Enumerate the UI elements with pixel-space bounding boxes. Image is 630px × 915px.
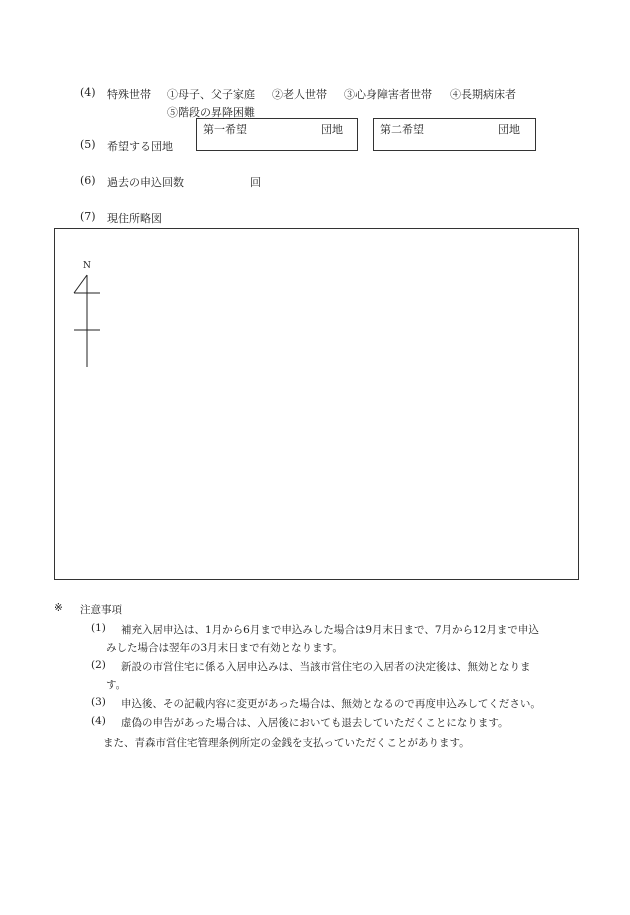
item5-number: (5) xyxy=(80,138,96,151)
note4-line2: また、青森市営住宅管理条例所定の金銭を支払っていただくことがあります。 xyxy=(103,737,470,749)
option-single-parent[interactable]: ①母子、父子家庭 xyxy=(167,88,255,101)
second-choice-field[interactable] xyxy=(373,118,536,151)
note2-line1: 新設の市営住宅に係る入居申込みは、当該市営住宅の入居者の決定後は、無効となりま xyxy=(121,661,531,673)
note1-number: (1) xyxy=(91,622,106,634)
item4-label: 特殊世帯 xyxy=(107,88,151,101)
option-elderly[interactable]: ②老人世帯 xyxy=(272,88,327,101)
item4-number: (4) xyxy=(80,86,96,99)
item5-label: 希望する団地 xyxy=(107,140,173,153)
notes-title: 注意事項 xyxy=(80,604,122,616)
note3-number: (3) xyxy=(91,696,106,708)
item6-number: (6) xyxy=(80,174,96,187)
north-label: N xyxy=(83,261,91,271)
second-choice-label: 第二希望 xyxy=(380,123,424,136)
address-map-area[interactable] xyxy=(54,228,579,580)
north-arrow-icon xyxy=(71,273,103,369)
note2-number: (2) xyxy=(91,659,106,671)
note2-line2: す。 xyxy=(106,679,127,691)
item7-label: 現住所略図 xyxy=(107,212,162,225)
note4-number: (4) xyxy=(91,715,106,727)
note1-line1: 補充入居申込は、1月から6月まで申込みした場合は9月末日まで、7月から12月まで申込 xyxy=(121,624,539,636)
option-disabled[interactable]: ③心身障害者世帯 xyxy=(344,88,432,101)
first-choice-suffix: 団地 xyxy=(321,123,343,136)
option-stairs-difficulty[interactable]: ⑤階段の昇降困難 xyxy=(167,106,255,119)
note3-line1: 申込後、その記載内容に変更があった場合は、無効となるので再度申込みしてください。 xyxy=(121,698,541,710)
note1-line2: みした場合は翌年の3月末日まで有効となります。 xyxy=(106,642,343,654)
note4-line1: 虚偽の申告があった場合は、入居後においても退去していただくことになります。 xyxy=(121,717,509,729)
item7-number: (7) xyxy=(80,210,96,223)
first-choice-label: 第一希望 xyxy=(203,123,247,136)
first-choice-field[interactable] xyxy=(196,118,358,151)
application-count-unit: 回 xyxy=(250,176,261,189)
item6-label: 過去の申込回数 xyxy=(107,176,184,189)
notes-mark: ※ xyxy=(54,602,63,614)
option-long-term-ill[interactable]: ④長期病床者 xyxy=(450,88,516,101)
second-choice-suffix: 団地 xyxy=(498,123,520,136)
